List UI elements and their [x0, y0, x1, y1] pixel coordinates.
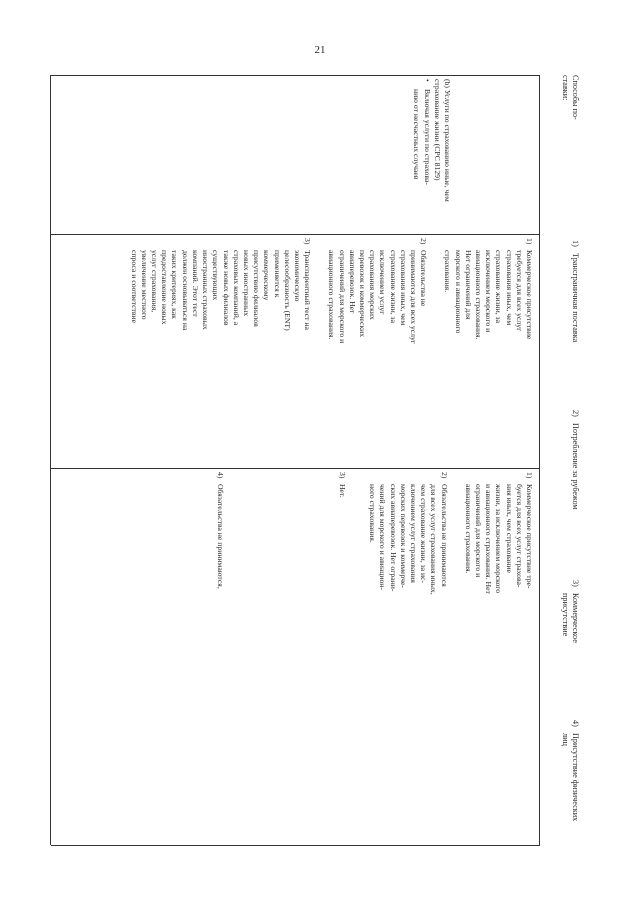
sector-label: (b) Услуги по страхованию иные, чем страхование жизни (CPC 8129) [432, 79, 452, 202]
column-divider-1 [51, 234, 540, 235]
national-treatment-item-3: 3) Нет. [337, 472, 347, 498]
header-natural-persons: 4) Присутствие физических лиц [561, 720, 580, 822]
market-access-item-2: 2) Обязательства не принимаются для всех услуг страхования иных, чем страхование жизни, за исключением услуг страхования морских перевозок и коммерческих авиаперевозок. Нет ограничений для морского и авиационного страхования. [327, 238, 429, 344]
column-divider-3 [51, 845, 540, 846]
national-treatment-item-1: 1) Коммерческое присутствие тре- буется для всех услуг страхова- ния иных, чем страхование жизни, за исключением морского и авиационного страхования. Нет ограничений для морского и авиационного страхования. [463, 472, 534, 594]
market-access-item-1: 1) Коммерческое присутствие требуется для всех услуг страхования иных, чем страхование жизни, за исключением морского и авиационного страхования. Нет ограничений для морского и авиационного страхования. [443, 238, 534, 340]
rotated-table-page [50, 75, 580, 845]
sector-cell [411, 79, 452, 231]
header-cross-border: 1) Трансграничная поставка [571, 240, 580, 343]
market-access-cell [114, 238, 534, 464]
header-commercial-presence: 3) Коммерческое присутствие [561, 580, 580, 643]
table-top-border [539, 75, 540, 845]
national-treatment-cell [201, 472, 534, 702]
header-consumption-abroad: 2) Потребление за рубежом [571, 410, 580, 510]
column-divider-2 [51, 468, 540, 469]
bullet-icon: • [422, 79, 432, 82]
market-access-item-3: 3) Транспарентный тест на экономическую целесообразность (ENT) применяется к коммерческому присутствию филиалов новых иностранных страховых компаний, а также новых филиалов существующих иностранных страховых компаний. Этот тест должен основываться на таких критериях, как предоставление новых услуг страхования, увеличение местного спроса и соответствие [129, 238, 313, 331]
page-number: 21 [314, 44, 326, 56]
sector-bullet: • Включая услуги по страхова- нию от несчастных случаев [412, 79, 432, 185]
national-treatment-item-4: 4) Обязательства не принимаются, [215, 472, 225, 589]
national-treatment-item-2: 2) Обязательства не принимаются для всех услуг страхования иных, чем страхование жизни, за ис- ключением услуг страхования морских перевозок и коммерче- ских авиаперевозок. Нет ограни- чений для морского и авиацион- ного страхования. [368, 472, 449, 595]
table-bottom-border [50, 75, 51, 845]
table-left-border [51, 75, 540, 76]
header-modes: Способы по- ставки: [561, 75, 580, 120]
